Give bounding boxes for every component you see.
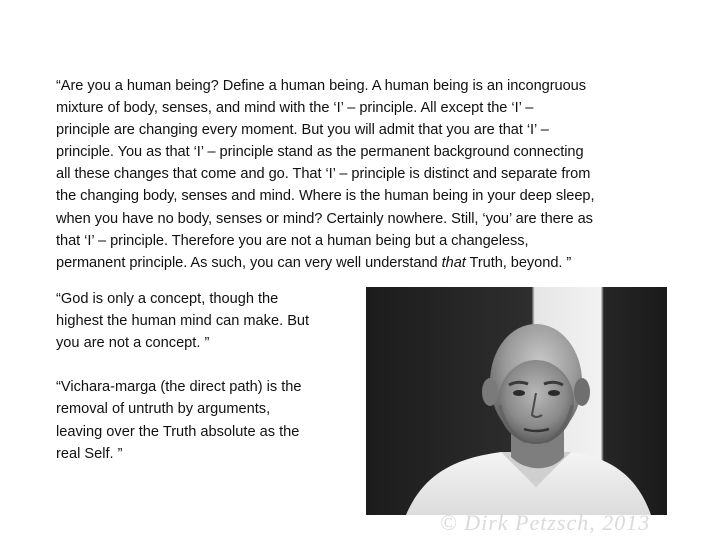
main-quote-line: principle are changing every moment. But you will admit that you are that ‘I’ – [56,122,549,139]
main-quote-last-line [56,252,676,274]
side-quote-1-line: you are not a concept. ” [56,335,210,352]
side-quote-2-line: leaving over the Truth absolute as the [56,423,300,440]
portrait-drawing [366,287,667,515]
side-quote-2-line: removal of untruth by arguments, [56,401,271,418]
main-quote-last-before: permanent principle. As such, you can very well understand [56,254,442,271]
side-quote-2-line: “Vichara-marga (the direct path) is the [56,379,302,396]
main-quote [56,75,676,274]
copyright-watermark: © Dirk Petzsch, 2013 [440,510,651,535]
main-quote-line: principle. You as that ‘I’ – principle stand as the permanent background connecting [56,144,584,161]
portrait-photo [366,287,667,515]
main-quote-line: “Are you a human being? Define a human being. A human being is an incongruous [56,78,586,94]
main-quote-line: all these changes that come and go. That ‘I’ – principle is distinct and separate from [56,166,591,183]
main-quote-italic-word: that [441,254,466,271]
side-quote-1-line: highest the human mind can make. But [56,313,310,330]
side-quote-2-line: real Self. ” [56,445,123,462]
main-quote-last-after: Truth, beyond. ” [465,254,572,271]
main-quote-line: mixture of body, senses, and mind with the ‘I’ – principle. All except the ‘I’ – [56,100,534,117]
paragraph-gap [56,354,346,376]
main-quote-line: the changing body, senses and mind. Where is the human being in your deep sleep, [56,188,595,205]
side-quote-1-line: “God is only a concept, though the [56,291,279,307]
side-quotes [56,288,346,465]
main-quote-line: that ‘I’ – principle. Therefore you are not a human being but a changeless, [56,232,529,249]
main-quote-line: when you have no body, senses or mind? Certainly nowhere. Still, ‘you’ are there as [56,210,593,227]
